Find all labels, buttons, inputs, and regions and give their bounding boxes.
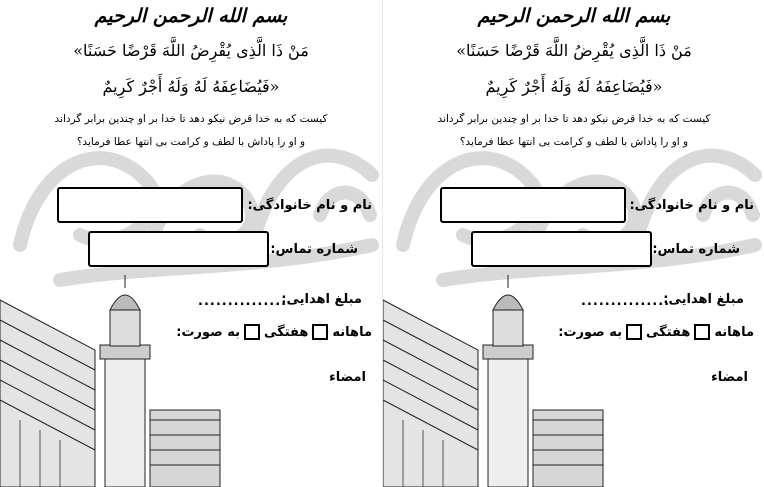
- quran-verse-line-2: فَیُضَاعِفَهُ لَهُ وَلَهُ أَجْرٌ کَرِیمٌ»: [485, 77, 663, 96]
- weekly-checkbox[interactable]: [626, 324, 642, 340]
- phone-label: شماره تماس:: [652, 242, 740, 257]
- donation-amount-blank[interactable]: ...............: [581, 294, 671, 309]
- quran-verse-line-1: «مَنْ ذَا الَّذِی یُقْرِضُ اللَّهَ قَرْضًا حَسَنًا: [456, 41, 692, 60]
- quran-verse-line-1: «مَنْ ذَا الَّذِی یُقْرِضُ اللَّهَ قَرْضًا حَسَنًا: [73, 41, 309, 60]
- monthly-label: ماهانه: [332, 324, 372, 340]
- donation-amount-label: مبلغ اهدایی:: [663, 292, 744, 307]
- monthly-checkbox[interactable]: [694, 324, 710, 340]
- translation-line-1: کیست که به خدا قرض نیکو دهد تا خدا بر او چندین برابر گرداند: [54, 113, 328, 125]
- donation-amount-label: مبلغ اهدایی:: [281, 292, 362, 307]
- shrine-illustration: [383, 270, 613, 487]
- basmala-heading: بسم الله الرحمن الرحیم: [94, 5, 288, 27]
- payment-frequency-row: [558, 322, 754, 342]
- translation-line-2: و او را پاداش با لطف و کرامت بی انتها عطا فرماید؟: [459, 136, 689, 148]
- full-name-field[interactable]: [440, 187, 626, 223]
- translation-line-2: و او را پاداش با لطف و کرامت بی انتها عطا فرماید؟: [76, 136, 306, 148]
- phone-label: شماره تماس:: [270, 242, 358, 257]
- full-name-label: نام و نام خانوادگی:: [247, 198, 372, 213]
- weekly-label: هفتگی: [646, 324, 691, 340]
- monthly-checkbox[interactable]: [312, 324, 328, 340]
- donation-card-right: [382, 0, 764, 487]
- signature-label: امضاء: [711, 370, 748, 385]
- donation-amount-blank[interactable]: ...............: [198, 294, 288, 309]
- weekly-checkbox[interactable]: [244, 324, 260, 340]
- quran-verse-line-2: فَیُضَاعِفَهُ لَهُ وَلَهُ أَجْرٌ کَرِیمٌ»: [102, 77, 280, 96]
- signature-label: امضاء: [329, 370, 366, 385]
- phone-field[interactable]: [471, 231, 652, 267]
- basmala-heading: بسم الله الرحمن الرحیم: [477, 5, 671, 27]
- frequency-label: به صورت:: [558, 324, 623, 340]
- payment-frequency-row: [176, 322, 372, 342]
- phone-field[interactable]: [88, 231, 269, 267]
- monthly-label: ماهانه: [714, 324, 754, 340]
- full-name-field[interactable]: [57, 187, 243, 223]
- weekly-label: هفتگی: [264, 324, 309, 340]
- frequency-label: به صورت:: [176, 324, 241, 340]
- full-name-label: نام و نام خانوادگی:: [629, 198, 754, 213]
- shrine-illustration: [0, 270, 230, 487]
- translation-line-1: کیست که به خدا قرض نیکو دهد تا خدا بر او چندین برابر گرداند: [437, 113, 711, 125]
